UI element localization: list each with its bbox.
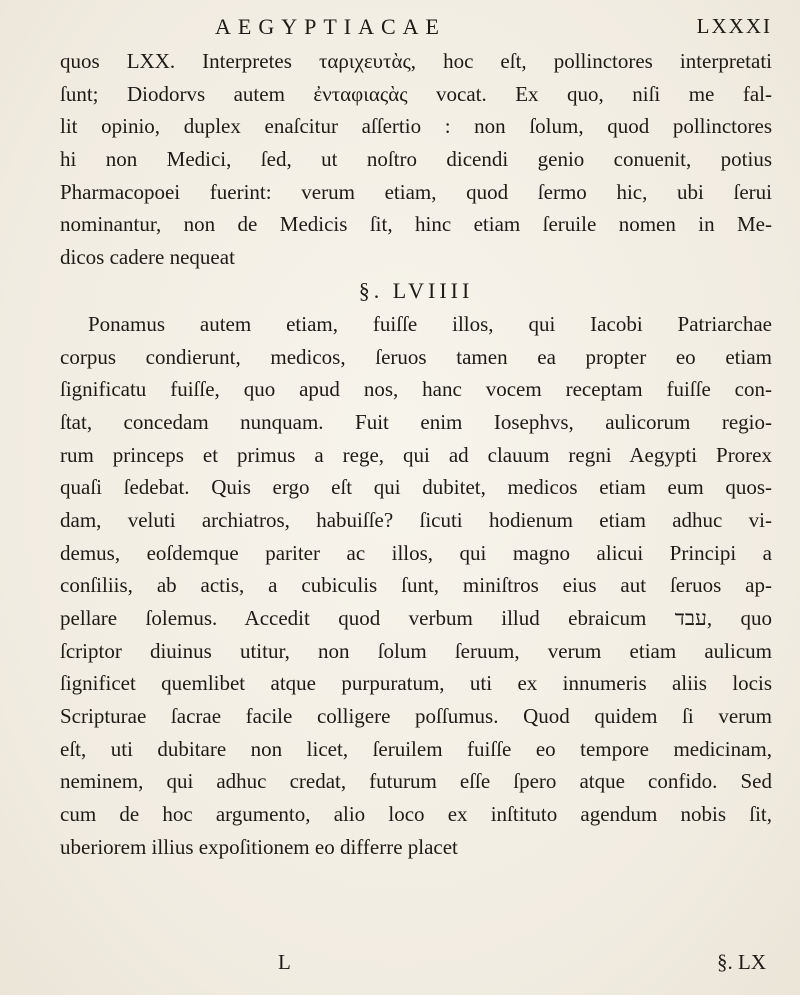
paragraph-2 [60, 308, 772, 864]
page-footer [60, 950, 772, 982]
text-line: Scripturae ſacrae facile colligere poſſumus. Quod quidem ſi verum [60, 704, 772, 729]
running-head: AEGYPTIACAE [215, 14, 446, 39]
paragraph-1 [60, 45, 772, 274]
text-line: ſignificet quemlibet atque purpuratum, uti ex innumeris aliis locis [60, 671, 772, 696]
text-line: dam, veluti archiatros, habuiſſe? ſicuti hodienum etiam adhuc vi- [60, 507, 772, 532]
text-line: hi non Medici, ſed, ut noſtro dicendi genio conuenit, potius [60, 147, 772, 172]
signature-mark: L [278, 950, 291, 974]
text-line: pellare ſolemus. Accedit quod verbum illud ebraicum עבד, quo [60, 606, 772, 630]
text-line: conſiliis, ab actis, a cubiculis ſunt, miniſtros eius aut ſeruos ap- [60, 573, 772, 598]
text-line: ſunt; Diodorvs autem ἐνταφιαςὰς vocat. Ex quo, niſi me fal- [60, 81, 772, 106]
text-line: uberiorem illius expoſitionem eo differre placet [60, 834, 458, 859]
section-heading: §. LVIIII [358, 277, 474, 303]
text-line: rum princeps et primus a rege, qui ad clauum regni Aegypti Prorex [60, 442, 772, 467]
text-line: cum de hoc argumento, alio loco ex inſtituto agendum nobis ſit, [60, 802, 772, 827]
text-line: lit opinio, duplex enaſcitur aſſertio : non ſolum, quod pollinctores [60, 114, 772, 139]
text-line: corpus condierunt, medicos, ſeruos tamen ea propter eo etiam [60, 344, 772, 369]
text-line: ſtat, concedam nunquam. Fuit enim Iosephvs, aulicorum regio- [60, 409, 772, 434]
text-line: ſignificatu fuiſſe, quo apud nos, hanc vocem receptam fuiſſe con- [60, 377, 772, 402]
text-line: demus, eoſdemque pariter ac illos, qui magno alicui Principi a [60, 540, 772, 565]
text-line: neminem, qui adhuc credat, futurum eſſe ſpero atque confido. Sed [60, 769, 772, 794]
catchword: §. LX [717, 950, 766, 974]
text-line: Ponamus autem etiam, fuiſſe illos, qui Iacobi Patriarchae [88, 311, 772, 336]
text-line: eſt, uti dubitare non licet, ſeruilem fuiſſe eo tempore medicinam, [60, 736, 772, 761]
text-line: quaſi ſedebat. Quis ergo eſt qui dubitet, medicos etiam eum quos- [60, 475, 772, 500]
page-header [215, 14, 772, 44]
text-line: Pharmacopoei fuerint: verum etiam, quod ſermo hic, ubi ſerui [60, 179, 772, 204]
page-body [60, 45, 772, 864]
text-line: quos LXX. Interpretes ταριχευτὰς, hoc eſt, pollinctores interpretati [60, 49, 772, 73]
text-line: ſcriptor diuinus utitur, non ſolum ſeruum, verum etiam aulicum [60, 638, 772, 663]
page-number: LXXXI [696, 14, 772, 38]
text-line: nominantur, non de Medicis ſit, hinc etiam ſeruile nomen in Me- [60, 212, 772, 237]
text-line: dicos cadere nequeat [60, 245, 235, 270]
